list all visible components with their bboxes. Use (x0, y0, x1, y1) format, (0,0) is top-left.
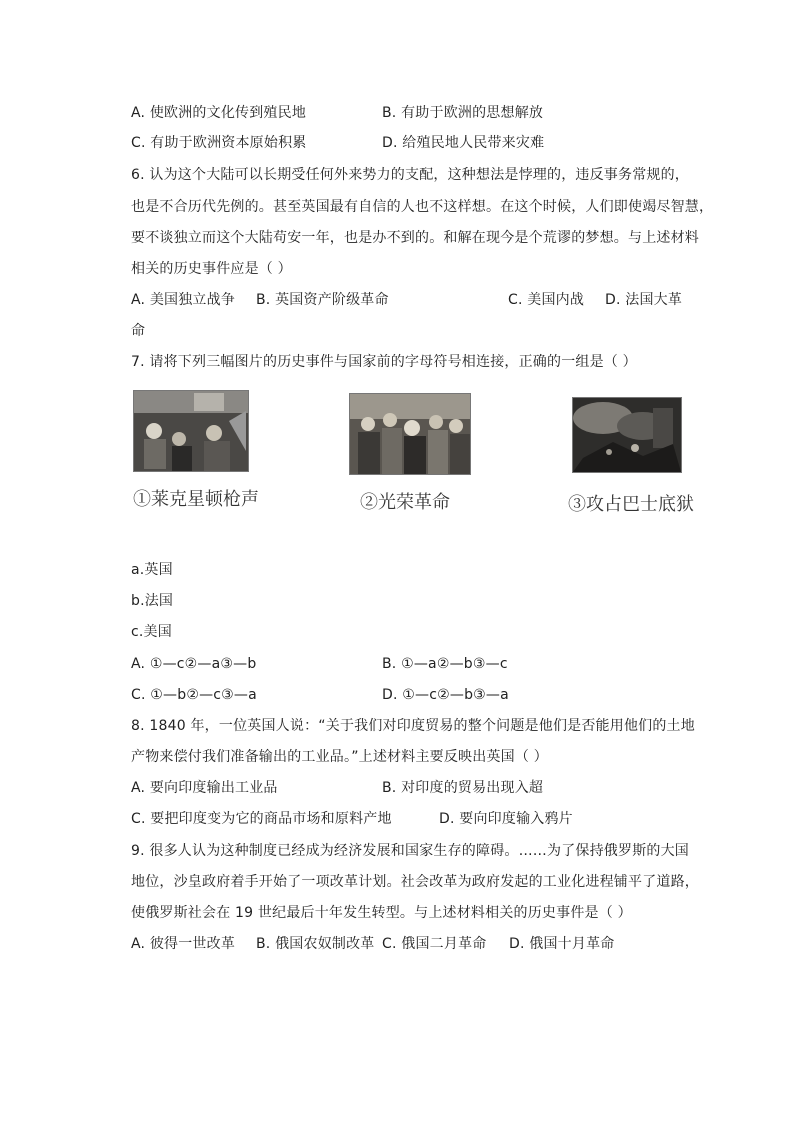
q8-option-b: B. 对印度的贸易出现入超 (382, 780, 544, 796)
q7-option-d: D. ①—c②—b③—a (382, 687, 509, 703)
q6-stem-line-2: 也是不合历代先例的。甚至英国最有自信的人也不这样想。在这个时候，人们即使竭尽智慧， (131, 199, 714, 215)
country-a: a.英国 (131, 562, 173, 578)
q6-option-d-continued: 命 (131, 323, 146, 339)
q6-option-b: B. 英国资产阶级革命 (256, 292, 389, 308)
q5-option-d: D. 给殖民地人民带来灾难 (382, 135, 545, 151)
q9-stem-line-2: 地位，沙皇政府着手开始了一项改革计划。社会改革为政府发起的工业化进程铺平了道路， (131, 874, 699, 890)
bastille-painting (572, 397, 682, 473)
q7-option-b: B. ①—a②—b③—c (382, 656, 508, 672)
q5-option-b: B. 有助于欧洲的思想解放 (382, 105, 544, 121)
glorious-revolution-painting (349, 393, 471, 475)
caption-bastille: ③攻占巴士底狱 (568, 494, 694, 515)
q8-option-d: D. 要向印度输入鸦片 (439, 811, 573, 827)
lexington-painting (133, 390, 249, 472)
country-c: c.美国 (131, 624, 172, 640)
q7-option-a: A. ①—c②—a③—b (131, 656, 257, 672)
q5-option-c: C. 有助于欧洲资本原始积累 (131, 135, 307, 151)
caption-glorious-revolution: ②光荣革命 (360, 492, 450, 513)
q8-stem-line-1: 8. 1840 年，一位英国人说：“关于我们对印度贸易的整个问题是他们是否能用他们的土地 (131, 718, 695, 734)
q9-stem-line-1: 9. 很多人认为这种制度已经成为经济发展和国家生存的障碍。……为了保持俄罗斯的大国 (131, 843, 690, 859)
q9-option-a: A. 彼得一世改革 (131, 936, 236, 952)
q9-stem-line-3: 使俄罗斯社会在 19 世纪最后十年发生转型。与上述材料相关的历史事件是（ ） (131, 905, 632, 921)
q5-option-a: A. 使欧洲的文化传到殖民地 (131, 105, 307, 121)
q6-stem-line-3: 要不谈独立而这个大陆苟安一年，也是办不到的。和解在现今是个荒谬的梦想。与上述材料 (131, 230, 699, 246)
q8-option-c: C. 要把印度变为它的商品市场和原料产地 (131, 811, 392, 827)
q9-option-b: B. 俄国农奴制改革 (256, 936, 375, 952)
q6-option-c: C. 美国内战 (508, 292, 585, 308)
q8-stem-line-2: 产物来偿付我们准备输出的工业品。”上述材料主要反映出英国（ ） (131, 749, 548, 765)
caption-lexington: ①莱克星顿枪声 (133, 489, 259, 510)
q6-stem-line-1: 6. 认为这个大陆可以长期受任何外来势力的支配，这种想法是悖理的，违反事务常规的， (131, 167, 690, 183)
q6-option-a: A. 美国独立战争 (131, 292, 236, 308)
q8-option-a: A. 要向印度输出工业品 (131, 780, 278, 796)
country-b: b.法国 (131, 593, 174, 609)
q6-option-d: D. 法国大革 (605, 292, 683, 308)
q7-stem: 7. 请将下列三幅图片的历史事件与国家前的字母符号相连接，正确的一组是（ ） (131, 354, 637, 370)
q9-option-c: C. 俄国二月革命 (382, 936, 487, 952)
q9-option-d: D. 俄国十月革命 (509, 936, 615, 952)
q7-option-c: C. ①—b②—c③—a (131, 687, 257, 703)
q6-stem-line-4: 相关的历史事件应是（ ） (131, 261, 292, 277)
